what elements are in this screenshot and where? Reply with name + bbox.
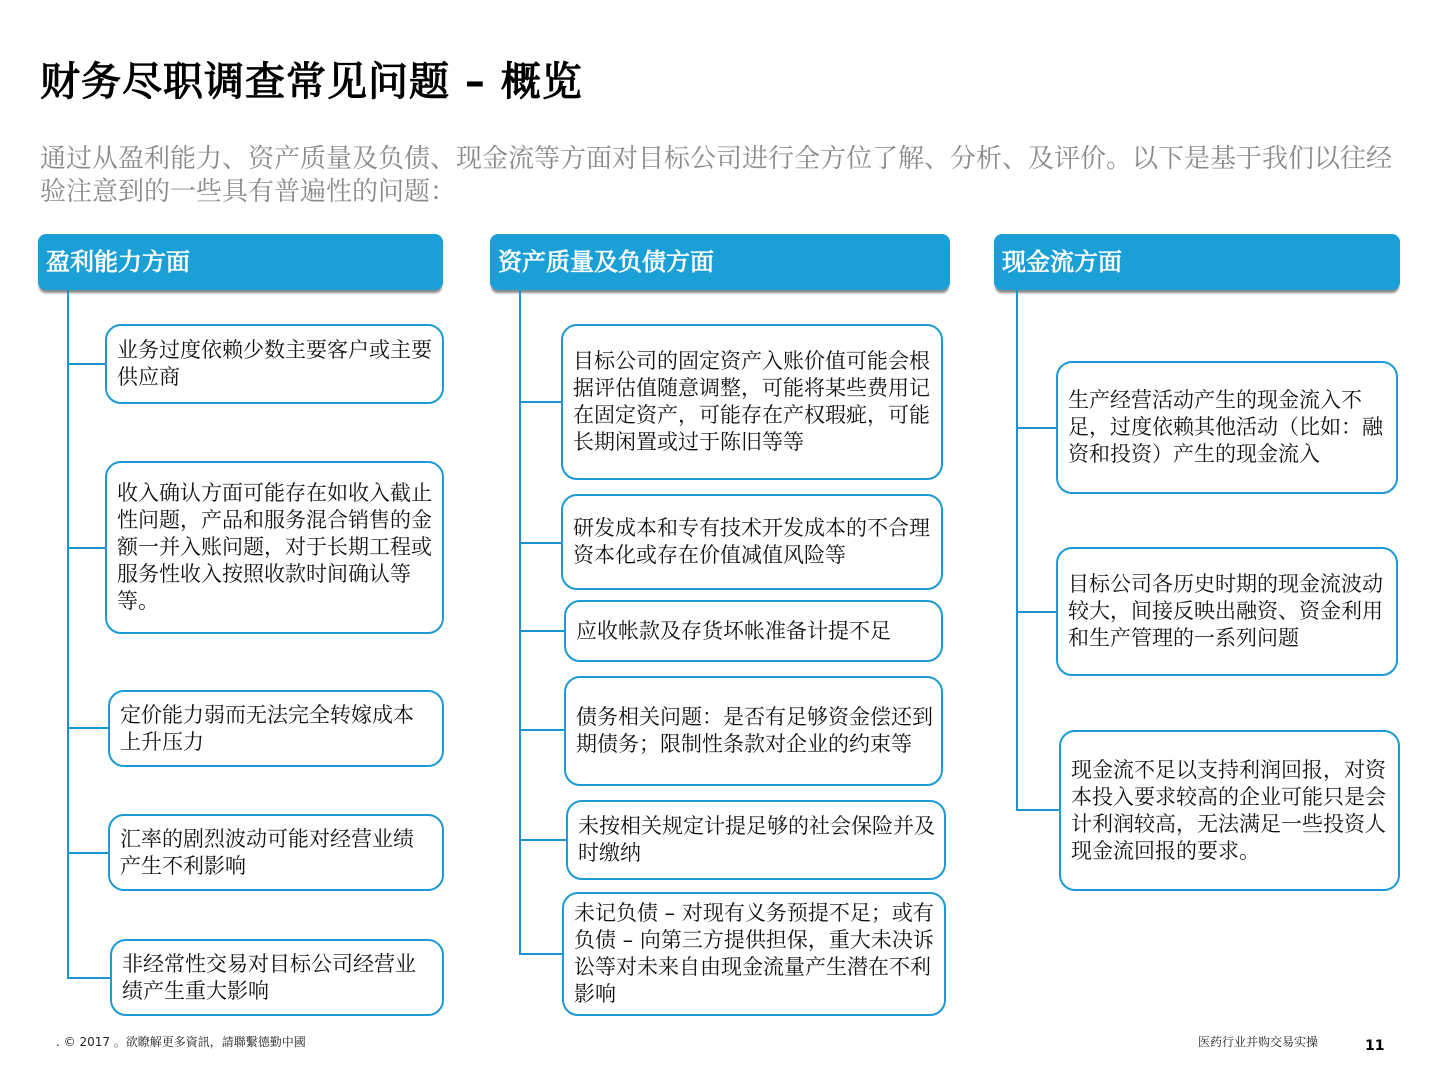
page-title: 财务尽职调查常见问题 – 概览: [40, 59, 583, 105]
page-subtitle: 通过从盈利能力、资产质量及负债、现金流等方面对目标公司进行全方位了解、分析、及评价。以下是基于我们以往经验注意到的一些具有普遍性的问题：: [40, 144, 1393, 207]
tree-branch: [67, 547, 106, 549]
page-number: 11: [1365, 1038, 1385, 1054]
tree-branch: [519, 953, 563, 955]
tree-branch: [67, 727, 109, 729]
issue-box-profitability-5: 非经常性交易对目标公司经营业绩产生重大影响: [110, 939, 444, 1016]
issue-box-cashflow-3: 现金流不足以支持利润回报，对资本投入要求较高的企业可能只是会计利润较高，无法满足一些投资人现金流回报的要求。: [1059, 730, 1400, 891]
tree-branch: [519, 630, 565, 632]
tree-branch: [67, 363, 106, 365]
issue-box-profitability-2: 收入确认方面可能存在如收入截止性问题，产品和服务混合销售的金额一并入账问题，对于长期工程或服务性收入按照收款时间确认等等。: [105, 461, 444, 634]
column-header-assets-liabilities: 资产质量及负债方面: [490, 234, 950, 290]
issue-box-cashflow-2: 目标公司各历史时期的现金流波动较大，间接反映出融资、资金利用和生产管理的一系列问题: [1056, 547, 1398, 676]
issue-box-assets-6: 未记负债 – 对现有义务预提不足；或有负债 – 向第三方提供担保，重大未决诉讼等对未来自由现金流量产生潜在不利影响: [562, 892, 946, 1016]
footer-document-title: 医药行业并购交易实操: [1198, 1035, 1319, 1049]
column-header-cashflow: 现金流方面: [994, 234, 1400, 290]
tree-branch: [519, 542, 562, 544]
issue-box-assets-3: 应收帐款及存货坏帐准备计提不足: [564, 600, 943, 662]
tree-connector: [1016, 290, 1018, 810]
tree-branch: [519, 729, 565, 731]
issue-box-assets-2: 研发成本和专有技术开发成本的不合理资本化或存在价值减值风险等: [561, 494, 943, 590]
tree-branch: [519, 839, 567, 841]
tree-branch: [1016, 427, 1057, 429]
footer-copyright: . © 2017 。欲瞭解更多資訊，請聯繫德勤中國: [56, 1035, 306, 1049]
issue-box-profitability-3: 定价能力弱而无法完全转嫁成本上升压力: [108, 690, 444, 767]
tree-branch: [67, 977, 111, 979]
tree-branch: [67, 852, 109, 854]
issue-box-assets-1: 目标公司的固定资产入账价值可能会根据评估值随意调整，可能将某些费用记在固定资产，可能存在产权瑕疵，可能长期闲置或过于陈旧等等: [561, 324, 943, 480]
issue-box-assets-5: 未按相关规定计提足够的社会保险并及时缴纳: [566, 800, 946, 880]
tree-branch: [519, 401, 562, 403]
tree-branch: [1016, 809, 1060, 811]
tree-connector: [519, 290, 521, 955]
tree-branch: [1016, 611, 1057, 613]
issue-box-cashflow-1: 生产经营活动产生的现金流入不足，过度依赖其他活动（比如：融资和投资）产生的现金流入: [1056, 361, 1398, 494]
issue-box-profitability-1: 业务过度依赖少数主要客户或主要供应商: [105, 324, 444, 404]
tree-connector: [67, 290, 69, 978]
issue-box-assets-4: 债务相关问题：是否有足够资金偿还到期债务；限制性条款对企业的约束等: [564, 676, 943, 786]
issue-box-profitability-4: 汇率的剧烈波动可能对经营业绩产生不利影响: [108, 814, 444, 891]
column-header-profitability: 盈利能力方面: [38, 234, 443, 290]
